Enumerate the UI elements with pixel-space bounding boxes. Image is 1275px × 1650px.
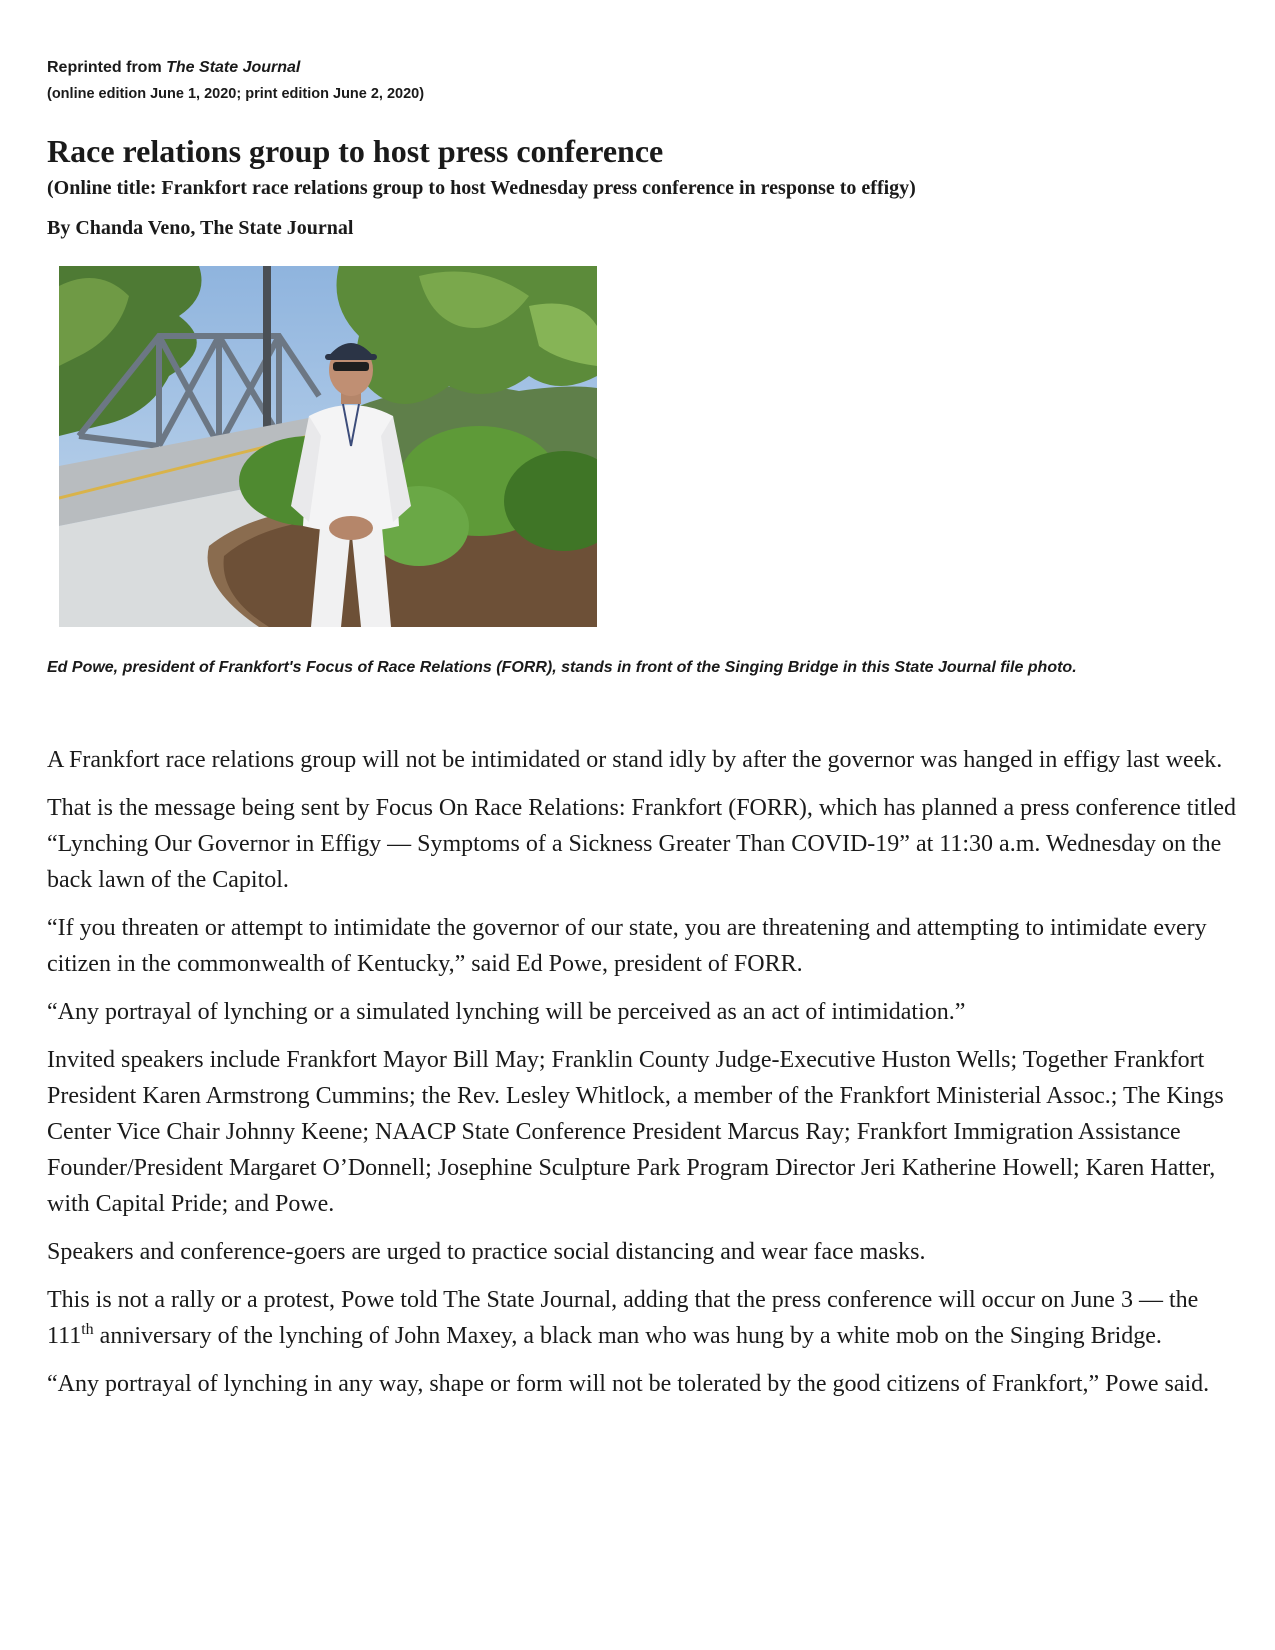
- paragraph-4: “Any portrayal of lynching or a simulated lynching will be perceived as an act of intimidation.”: [47, 999, 966, 1025]
- paragraph-2: That is the message being sent by Focus On Race Relations: Frankfort (FORR), which has planned a press conference titled “Lynching Our Governor in Effigy — Symptoms of a Sickness Greater Than COVID-19” at 11:30 a.m. Wednesday on the back lawn of the Capitol.: [47, 795, 1237, 893]
- paragraph-6: Speakers and conference-goers are urged to practice social distancing and wear face masks.: [47, 1239, 926, 1265]
- byline: By Chanda Veno, The State Journal: [47, 217, 354, 239]
- paragraph-8: “Any portrayal of lynching in any way, shape or form will not be tolerated by the good citizens of Frankfort,” Powe said.: [47, 1371, 1210, 1397]
- ordinal-suffix: th: [81, 1321, 94, 1338]
- publication-name: The State Journal: [166, 59, 301, 76]
- paragraph-7-text-cont: anniversary of the lynching of John Maxey, a black man who was hung by a white mob on the Singing Bridge.: [93, 1323, 1162, 1349]
- edition-dates: (online edition June 1, 2020; print edition June 2, 2020): [47, 86, 425, 102]
- paragraph-7-text: This is not a rally or a protest, Powe told The State Journal, adding that the press conference will occur on June 3 — the 111: [47, 1287, 1199, 1349]
- online-title: (Online title: Frankfort race relations group to host Wednesday press conference in response to effigy): [47, 177, 916, 199]
- paragraph-3: “If you threaten or attempt to intimidate the governor of our state, you are threatening and attempting to intimidate every citizen in the commonwealth of Kentucky,” said Ed Powe, president of FORR.: [47, 915, 1207, 977]
- paragraph-7: [47, 1282, 1237, 1354]
- reprint-notice: [47, 56, 300, 80]
- paragraph-1: A Frankfort race relations group will not be intimidated or stand idly by after the governor was hanged in effigy last week.: [47, 747, 1223, 773]
- reprint-prefix: Reprinted from: [47, 59, 167, 76]
- article-photo: [59, 266, 597, 627]
- paragraph-5: Invited speakers include Frankfort Mayor Bill May; Franklin County Judge-Executive Huston Wells; Together Frankfort President Karen Armstrong Cummins; the Rev. Lesley Whitlock, a member of the Frankfort Ministerial Assoc.; The Kings Center Vice Chair Johnny Keene; NAACP State Conference President Marcus Ray; Frankfort Immigration Assistance Founder/President Margaret O’Donnell; Josephine Sculpture Park Program Director Jeri Katherine Howell; Karen Hatter, with Capital Pride; and Powe.: [47, 1047, 1224, 1217]
- headline: Race relations group to host press conference: [47, 133, 664, 169]
- photo-caption: Ed Powe, president of Frankfort's Focus of Race Relations (FORR), stands in front of the Singing Bridge in this State Journal file photo.: [47, 659, 1077, 676]
- article-body: [47, 742, 1237, 1414]
